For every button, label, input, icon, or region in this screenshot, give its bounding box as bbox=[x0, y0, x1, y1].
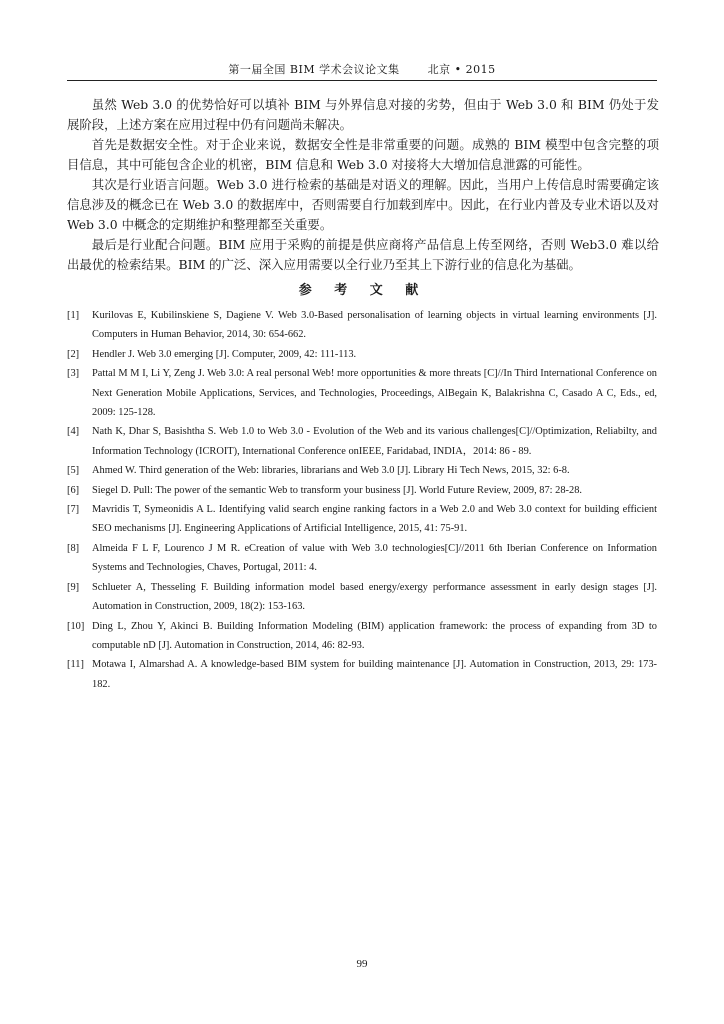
references-heading: 参 考 文 献 bbox=[298, 283, 428, 298]
reference-item bbox=[67, 500, 657, 539]
paragraph: 其次是行业语言问题。Web 3.0 进行检索的基础是对语义的理解。因此，当用户上传信息时需要确定该信息涉及的概念已在 Web 3.0 的数据库中，否则需要自行加载到库中。因此，在行业内普及专业术语以及对 Web 3.0 中概念的定期维护和整理都至关重要。 bbox=[67, 177, 659, 232]
reference-number: [9] bbox=[67, 581, 80, 593]
reference-item bbox=[67, 481, 657, 500]
reference-number: [1] bbox=[67, 310, 80, 321]
paragraph: 虽然 Web 3.0 的优势恰好可以填补 BIM 与外界信息对接的劣势，但由于 Web 3.0 和 BIM 仍处于发展阶段，上述方案在应用过程中仍有问题尚未解决。 bbox=[67, 97, 659, 132]
reference-item bbox=[67, 306, 657, 345]
header-title: 第一届全国 BIM 学术会议论文集 bbox=[228, 63, 400, 76]
reference-item bbox=[67, 655, 657, 694]
reference-item bbox=[67, 617, 657, 656]
reference-text: Mavridis T, Symeonidis A L. Identifying valid search engine ranking factors in a Web 2.0 and Web 3.0 context for building efficient SEO mechanisms [J]. Engineering Applications of Artificial Intelligence, 2015, 41: 75-91. bbox=[92, 504, 657, 535]
reference-number: [8] bbox=[67, 542, 80, 554]
reference-text: Ding L, Zhou Y, Akinci B. Building Information Modeling (BIM) application framework: the process of expanding from 3D to computable nD [J]. Automation in Construction, 2014, 46: 82-93. bbox=[92, 620, 657, 651]
reference-item bbox=[67, 578, 657, 617]
paragraph: 首先是数据安全性。对于企业来说，数据安全性是非常重要的问题。成熟的 BIM 模型中包含完整的项目信息，其中可能包含企业的机密，BIM 信息和 Web 3.0 对接将大大增加信息泄露的可能性。 bbox=[67, 137, 659, 172]
reference-number: [10] bbox=[67, 620, 85, 632]
reference-number: [5] bbox=[67, 465, 80, 477]
header-location-year: 北京 • 2015 bbox=[427, 63, 496, 76]
reference-number: [3] bbox=[67, 368, 80, 380]
reference-text: Siegel D. Pull: The power of the semantic Web to transform your business [J]. World Future Review, 2009, 87: 28-28. bbox=[92, 484, 582, 496]
reference-text: Kurilovas E, Kubilinskiene S, Dagiene V. Web 3.0-Based personalisation of learning objects in virtual learning environments [J]. Computers in Human Behavior, 2014, 30: 654-662. bbox=[92, 310, 657, 341]
reference-text: Nath K, Dhar S, Basishtha S. Web 1.0 to Web 3.0 - Evolution of the Web and its various challenges[C]//Optimization, Reliabilty, and Information Technology (ICROIT), International Conference onIEEE, Faridabad, INDIA，2014: 86 - 89. bbox=[92, 426, 657, 457]
reference-text: Hendler J. Web 3.0 emerging [J]. Computer, 2009, 42: 111-113. bbox=[92, 348, 357, 360]
reference-item bbox=[67, 422, 657, 461]
reference-list bbox=[67, 306, 657, 694]
paragraph: 最后是行业配合问题。BIM 应用于采购的前提是供应商将产品信息上传至网络，否则 Web3.0 难以给出最优的检索结果。BIM 的广泛、深入应用需要以全行业乃至其上下游行业的信息化为基础。 bbox=[67, 237, 659, 272]
reference-text: Ahmed W. Third generation of the Web: libraries, librarians and Web 3.0 [J]. Library Hi Tech News, 2015, 32: 6-8. bbox=[92, 465, 570, 477]
reference-number: [4] bbox=[67, 426, 80, 438]
reference-text: Schlueter A, Thesseling F. Building information model based energy/exergy performance assessment in early design stages [J]. Automation in Construction, 2009, 18(2): 153-163. bbox=[92, 581, 657, 613]
reference-text: Motawa I, Almarshad A. A knowledge-based BIM system for building maintenance [J]. Automation in Construction, 2013, 29: 173-182. bbox=[92, 659, 657, 690]
reference-number: [6] bbox=[67, 484, 80, 496]
reference-number: [7] bbox=[67, 504, 80, 516]
reference-item bbox=[67, 364, 657, 422]
body-text bbox=[67, 95, 659, 275]
page-number: 99 bbox=[356, 958, 368, 970]
reference-item bbox=[67, 461, 657, 480]
reference-item bbox=[67, 345, 657, 364]
reference-text: Pattal M M I, Li Y, Zeng J. Web 3.0: A real personal Web! more opportunities & more threats [C]//In Third International Conference on Next Generation Mobile Applications, Services, and Technologies, Proceedings, AlBegain K, Balakrishna C, Casado A C, Eds., ed, 2009: 125-128. bbox=[92, 368, 657, 419]
reference-number: [11] bbox=[67, 659, 84, 671]
reference-item bbox=[67, 539, 657, 578]
reference-text: Almeida F L F, Lourenco J M R. eCreation of value with Web 3.0 technologies[C]//2011 6th Iberian Conference on Information Systems and Technologies, Chaves, Portugal, 2011: 4. bbox=[92, 542, 657, 574]
reference-number: [2] bbox=[67, 348, 80, 360]
running-header bbox=[67, 62, 657, 81]
